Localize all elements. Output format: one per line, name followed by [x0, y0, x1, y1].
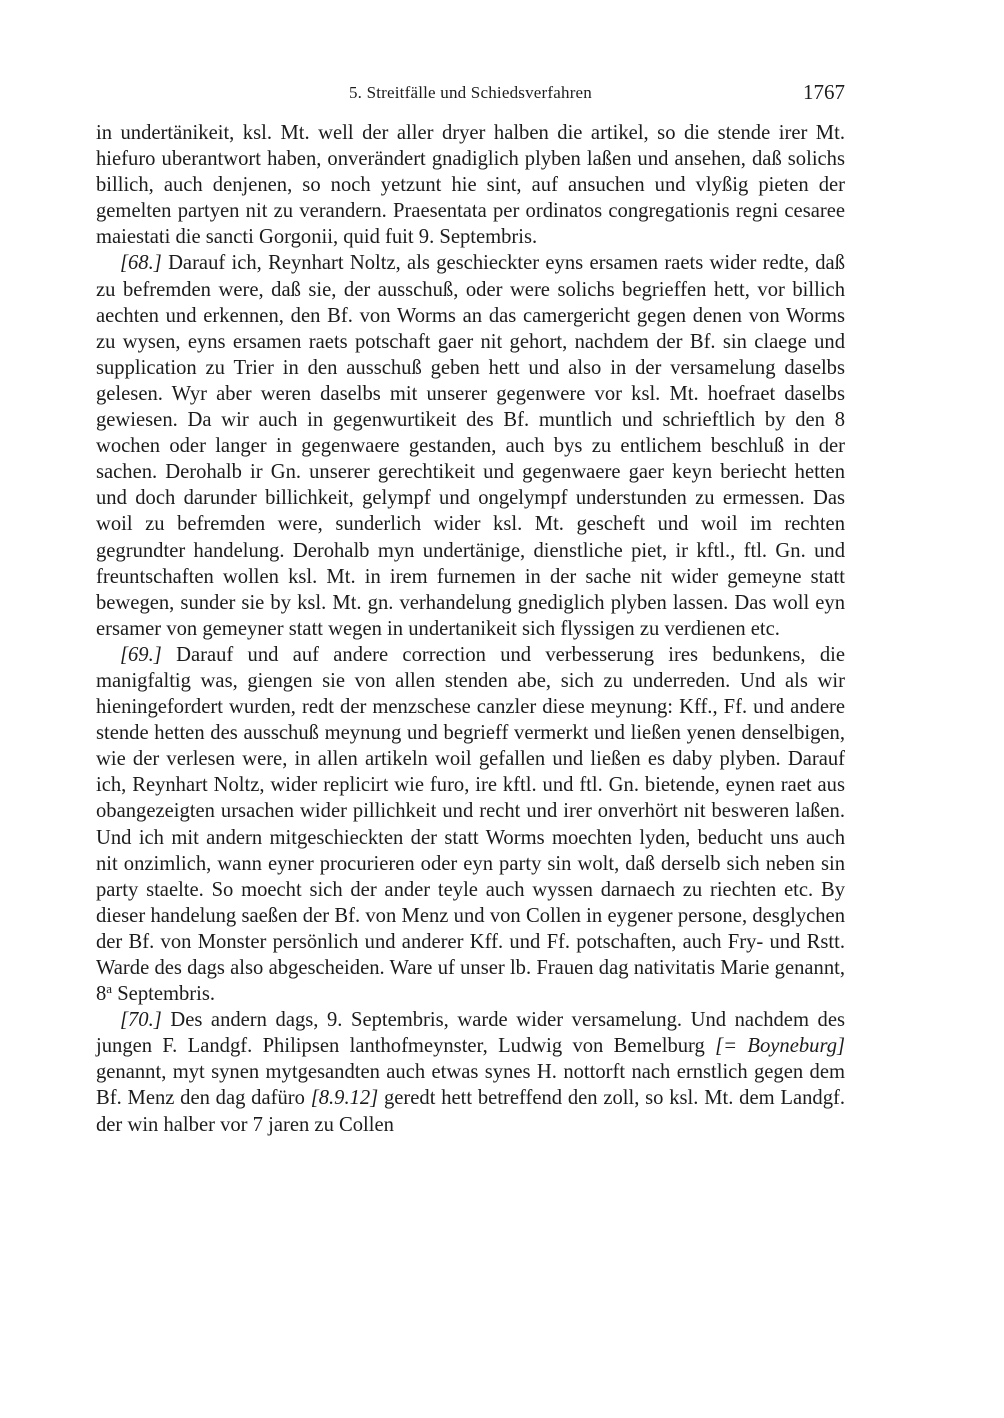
section-marker-68: [68.] [120, 252, 162, 275]
ordinal-superscript: a [106, 981, 113, 997]
page-number: 1767 [803, 80, 845, 104]
paragraph-69-end: Septembris. [112, 983, 216, 1006]
body-text [96, 120, 845, 1138]
section-marker-69: [69.] [120, 643, 162, 666]
paragraph-70 [96, 1007, 845, 1137]
editorial-date: [8.9.12] [310, 1087, 379, 1110]
running-title: 5. Streitfälle und Schiedsverfahren [348, 83, 593, 102]
paragraph-70-text-a: Des andern dags, 9. Septembris, warde wider versamelung. Und nachdem des jungen F. Landgf. Philipsen lanthofmeynster, Ludwig von Bemelburg [96, 1009, 845, 1058]
paragraph-68-text: Darauf ich, Reynhart Noltz, als geschieckter eyns ersamen raets wider redte, daß zu befremden were, daß sie, der ausschuß, oder were solichs begrieffen hett, vor billich aechten und erkennen, den Bf. von Worms an das camergericht gegen denen von Worms zu wysen, eyns ersamen raets potschaft gaer nit gehort, nachdem der Bf. sin claege und supplication zu Trier in den ausschuß geben hett und also in der versamelung daselbs gelesen. Wyr aber weren daselbs mit unserer gegenwere vor ksl. Mt. hoefraet daselbs gewiesen. Da wir auch in gegenwurtikeit des Bf. muntlich und schrieftlich by den 8 wochen oder langer in gegenwaere gestanden, auch bys zu entlichem beschluß in der sachen. Derohalb ir Gn. unserer gerechtikeit und gegenwaere gaer keyn beriecht hetten und doch darunder billichkeit, gelympf und ongelympf understunden zu ermessen. Das woil zu befremden were, sunderlich wider ksl. Mt. gescheft und woil im rechten gegrundter handelung. Derohalb myn undertänige, dienstliche piet, ir kftl., ftl. Gn. und freuntschaften wollen ksl. Mt. in irem furnemen in der sache nit wider gemeyne statt bewegen, sunder sie by ksl. Mt. gn. verhandelung gnediglich plyben lassen. Das woll eyn ersamer von gemeyner statt wegen in undertanikeit sich flyssigen zu verdienen etc. [96, 252, 845, 640]
editorial-note: [= Boyneburg] [715, 1035, 846, 1058]
section-marker-70: [70.] [120, 1009, 162, 1032]
paragraph-70-text-b: genannt, myt synen mytgesandten auch etwas synes H. nottorft nach ernstlich gegen dem Bf. Menz den dag dafüro [96, 1061, 845, 1110]
paragraph-1 [96, 120, 845, 250]
paragraph-69 [96, 642, 845, 1007]
paragraph-68 [96, 250, 845, 641]
paragraph-69-text: Darauf und auf andere correction und verbesserung ires bedunkens, die manigfaltig was, giengen sie von allen stenden abe, sich zu underreden. Und als wir hieningefordert wurden, redt der menzschese canzler diese meynung: Kff., Ff. und andere stende hetten des ausschuß meynung und begrieff vermerkt und ließen yenen denselbigen, wie der verlesen were, in allen artikeln woil gefallen und ließen es daby plyben. Darauf ich, Reynhart Noltz, wider replicirt wie furo, ire kftl. und ftl. Gn. bietende, eynen raet aus obangezeigten ursachen wider pillichkeit und recht und irer onverhört nit besweren laßen. Und ich mit andern mitgeschieckten der statt Worms moechten lyden, beducht uns auch nit onzimlich, wann eyner procurieren oder eyn party sin wolt, daß derselb sich neben sin party staelte. So moecht sich der ander teyle auch wyssen darnaech zu riechten etc. By dieser handelung saeßen der Bf. von Menz und von Collen in eygener persone, desglychen der Bf. von Monster persönlich und anderer Kff. und Ff. potschaften, auch Fry- und Rstt. Warde des dags also abgescheiden. Ware uf unser lb. Frauen dag nativitatis Marie genannt, 8 [96, 643, 845, 1006]
paragraph-1-text: in undertänikeit, ksl. Mt. well der aller dryer halben die artikel, so die stende irer Mt. hiefuro uberantwort haben, onverändert gnadiglich plyben laßen und ansehen, daß solichs billich, auch denjenen, so noch yetzunt hie sint, auf ansuchen und vlyßig pieten der gemelten partyen nit zu verandern. Praesentata per ordinatos congregationis regni cesaree maiestati die sancti Gorgonii, quid fuit 9. Septembris. [96, 122, 845, 249]
page-header [96, 80, 845, 108]
paragraph-70-text-c: geredt hett betreffend den zoll, so ksl. Mt. dem Landgf. der win halber vor 7 jaren zu Collen [96, 1087, 845, 1136]
